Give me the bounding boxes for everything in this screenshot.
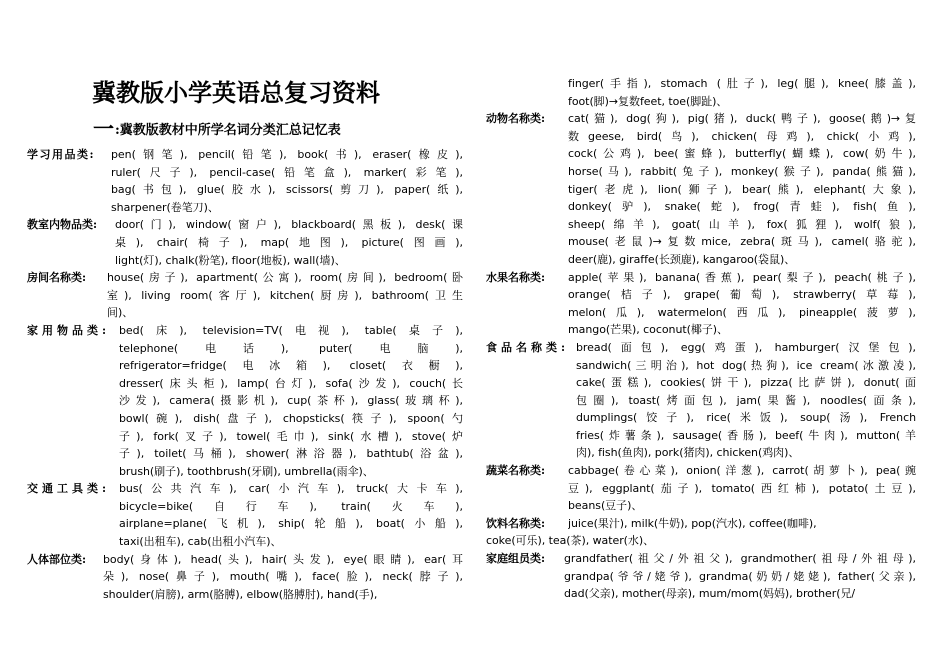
vocab-line: 沙发), camera(摄影机), cup(茶杯), glass(玻璃杯), [119,394,463,408]
vocab-entries [103,551,463,604]
category-label [486,75,568,110]
category-label: 房间名称类: [27,271,87,285]
vocab-line: grandpa(爷爷/姥爷), grandma(奶奶/姥姥), father(父亲), [564,569,916,583]
category-label: 饮料名称类: [486,516,546,530]
vocab-line: 室), living room(客厅), kitchen(厨房), bathroom(卫生 [107,288,463,302]
vocab-line: mouse(老鼠)→复数mice, zebra(斑马), camel(骆驼), [568,235,916,249]
vocab-line: cabbage(卷心菜), onion(洋葱), carrot(胡萝卜), pea(豌 [568,464,916,478]
section-heading [93,116,453,141]
vocab-entries [107,269,463,322]
vocab-entries [119,322,463,480]
vocab-line: 肉), fish(鱼肉), pork(猪肉), chicken(鸡肉)、 [576,446,800,460]
vocab-section-body [27,551,463,604]
vocab-entries [564,550,916,603]
category-label: 学习用品类: [27,148,96,161]
category-label: 食品名称类: [486,340,570,354]
category-label: 教室内物品类: [27,218,98,232]
vocab-line: taxi(出租车), cab(出租小汽车)、 [119,535,282,549]
vocab-line: sandwich(三明治), hot dog(热狗), ice cream(冰激凌), [576,358,916,372]
vocab-section-animals [486,110,916,268]
vocab-entries [119,480,463,550]
vocab-line: house(房子), apartment(公寓), room(房间), bedroom(卧 [107,271,463,285]
vocab-line: dresser(床头柜), lamp(台灯), sofa(沙发), couch(长 [119,376,463,390]
vocab-line: light(灯), chalk(粉笔), floor(地板), wall(墙)、 [115,253,346,267]
vocab-line: bag(书包), glue(胶水), scissors(剪刀), paper(纸), [111,183,463,197]
vocab-line: 桌), chair(椅子), map(地图), picture(图画), [115,235,463,249]
vocab-section-household [27,322,463,480]
vocab-line: 朵), nose(鼻子), mouth(嘴), face(脸), neck(脖子), [103,570,463,584]
vocab-entries [111,146,463,216]
vocab-line: sheep(绵羊), goat(山羊), fox(狐狸), wolf(狼), [568,217,916,231]
vocab-line: dad(父亲), mother(母亲), mum/mom(妈妈), brother(兄/ [564,587,856,601]
vocab-line: bicycle=bike(自行车), train(火车), [119,499,463,513]
vocab-section-drinks [486,515,916,533]
vocab-section-classroom [27,216,463,269]
vocab-line: deer(鹿), giraffe(长颈鹿), kangaroo(袋鼠)、 [568,252,796,266]
vocab-section-body-cont [486,75,916,110]
vocab-line: pen(钢笔), pencil(铅笔), book(书), eraser(橡皮), [111,148,463,161]
category-label: 家庭组员类: [486,552,546,566]
vocab-entries [568,515,916,533]
left-column [27,146,463,603]
vocab-line: cat(猫), dog(狗), pig(猪), duck(鸭子), goose(鹅)→复 [568,112,916,126]
right-column [486,75,916,603]
vocab-line: bread(面包), egg(鸡蛋), hamburger(汉堡包), [576,340,916,354]
vocab-line: sharpener(卷笔刀)、 [111,200,219,214]
section-heading-text: :冀教版教材中所学名词分类汇总记忆表 [115,123,341,138]
vocab-line: bowl(碗), dish(盘子), chopsticks(筷子), spoon(勺 [119,411,463,425]
vocab-section-family [486,550,916,603]
vocab-section-fruit [486,269,916,339]
vocab-line: brush(刷子), toothbrush(牙刷), umbrella(雨伞)、 [119,464,374,478]
vocab-line: shoulder(肩膀), arm(胳膊), elbow(胳膊肘), hand(手), [103,587,378,601]
vocab-section-rooms [27,269,463,322]
category-label: 交通工具类: [27,482,111,496]
vocab-line: door(门), window(窗户), blackboard(黑板), desk(课 [115,218,463,232]
vocab-line: 子), toilet(马桶), shower(淋浴器), bathtub(浴盆), [119,447,463,461]
vocab-line: 间)、 [107,306,134,320]
vocab-line: finger(手指), stomach (肚子), leg(腿), knee(膝盖), [568,77,916,90]
category-label: 家用物品类: [27,323,111,337]
vocab-line: 数geese, bird(鸟), chicken(母鸡), chick(小鸡), [568,129,916,143]
section-number: 一 [93,116,114,141]
vocab-entries [576,339,916,462]
vocab-line: fries(炸薯条), sausage(香肠), beef(牛肉), mutton(羊 [576,428,916,442]
vocab-line: ruler(尺子), pencil-case(铅笔盒), marker(彩笔), [111,165,463,179]
vocab-line: melon(瓜), watermelon(西瓜), pineapple(菠萝), [568,305,916,319]
document-title: 冀教版小学英语总复习资料 [92,78,380,107]
vocab-entries [115,216,463,269]
category-label: 动物名称类: [486,112,546,126]
vocab-line: grandfather(祖父/外祖父), grandmother(祖母/外祖母), [564,552,916,566]
vocab-section-transport [27,480,463,550]
vocab-section-food [486,339,916,462]
vocab-line: cock(公鸡), bee(蜜蜂), butterfly(蝴蝶), cow(奶牛), [568,147,916,161]
vocab-entries [568,75,916,110]
vocab-entries [568,110,916,268]
vocab-line: cake(蛋糕), cookies(饼干), pizza(比萨饼), donut(面 [576,376,916,390]
vocab-line: telephone(电话), puter(电脑), [119,341,463,355]
vocab-entries [568,269,916,339]
vocab-line: body(身体), head(头), hair(头发), eye(眼睛), ear(耳 [103,552,463,566]
vocab-line: 豆), eggplant(茄子), tomato(西红柿), potato(土豆), [568,481,916,495]
vocab-line: horse(马), rabbit(兔子), monkey(猴子), panda(熊猫), [568,164,916,178]
vocab-line: refrigerator=fridge(电冰箱), closet(衣橱), [119,359,463,373]
vocab-line: bed(床), television=TV(电视), table(桌子), [119,323,463,337]
category-label: 人体部位类: [27,552,87,566]
vocab-line: 子), fork(叉子), towel(毛巾), sink(水槽), stove(炉 [119,429,463,443]
vocab-line: apple(苹果), banana(香蕉), pear(梨子), peach(桃子), [568,270,916,284]
vocab-line: bus(公共汽车), car(小汽车), truck(大卡车), [119,482,463,496]
vocab-line: donkey(驴), snake(蛇), frog(青蛙), fish(鱼), [568,200,916,214]
vocab-section-stationery [27,146,463,216]
vocab-line: beans(豆子)、 [568,499,643,513]
vocab-line: 包圈), toast(烤面包), jam(果酱), noodles(面条), [576,393,916,407]
vocab-line: orange(桔子), grape(葡萄), strawberry(草莓), [568,288,916,302]
vocab-entries [568,462,916,515]
vocab-line: airplane=plane(飞机), ship(轮船), boat(小船), [119,517,463,531]
category-label: 水果名称类: [486,270,546,284]
vocab-line: coke(可乐), tea(茶), water(水)、 [486,534,655,548]
vocab-line: tiger(老虎), lion(狮子), bear(熊), elephant(大象), [568,182,916,196]
vocab-section-drinks-cont [486,532,916,550]
vocab-entries [486,532,916,550]
category-label: 蔬菜名称类: [486,464,546,478]
vocab-line: dumplings(饺子), rice(米饭), soup(汤), French [576,411,916,425]
vocab-line: juice(果汁), milk(牛奶), pop(汽水), coffee(咖啡), [568,516,817,530]
vocab-section-vegetables [486,462,916,515]
vocab-line: mango(芒果), coconut(椰子)、 [568,323,728,337]
vocab-line: foot(脚)→复数feet, toe(脚趾)、 [568,94,728,108]
